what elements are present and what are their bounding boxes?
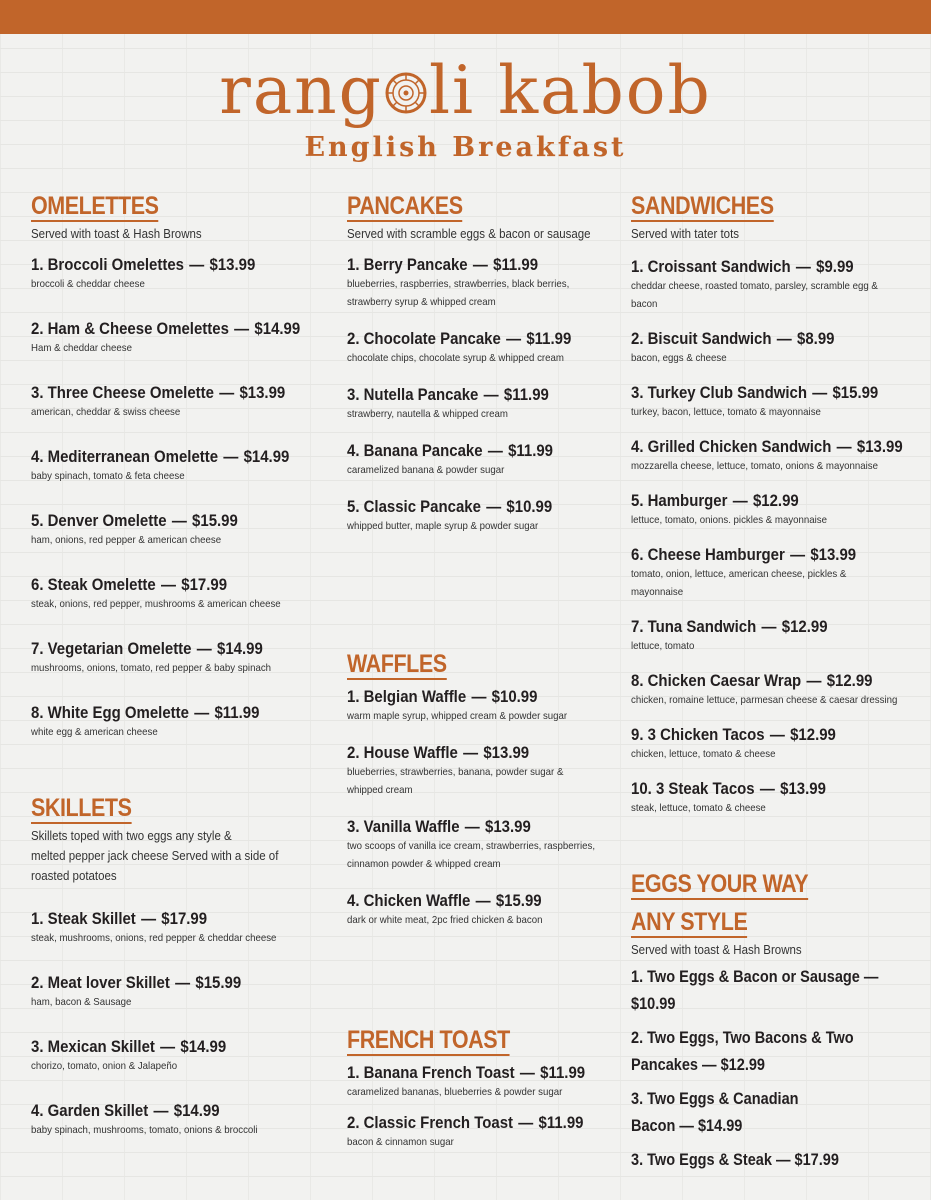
menu-item-dash: — [806,671,822,690]
menu-item-name: 4. Banana Pancake [347,441,483,460]
eggs-menu-item-line: 3. Two Eggs & Steak — $17.99 [631,1151,839,1169]
menu-item [631,778,921,817]
menu-item-dash: — [812,383,828,402]
menu-item-name: 2. House Waffle [347,743,458,762]
menu-item-dash: — [769,725,785,744]
menu-item [631,328,921,367]
menu-item-line [631,616,886,637]
french-toast-list [347,1062,617,1151]
menu-item [31,908,331,947]
menu-item-dash: — [518,1113,534,1132]
menu-item-description: chorizo, tomato, onion & Jalapeño [31,1060,178,1072]
eggs-menu-item [631,1025,921,1079]
menu-item [347,890,617,929]
menu-item-line [347,254,585,275]
french-toast-section [347,1026,617,1151]
menu-item-name: 5. Hamburger [631,491,728,510]
section-title-pancakes: PANCAKES [347,192,463,220]
menu-item-line [631,544,886,565]
menu-item-line [631,436,903,457]
section-title-waffles: WAFFLES [347,650,447,678]
menu-item-price: $13.99 [239,383,286,402]
menu-item-price: $12.99 [781,617,828,636]
menu-item-price: $10.99 [491,687,538,706]
menu-item-description: white egg & american cheese [31,726,158,738]
menu-item-line [31,908,295,929]
menu-item-dash: — [472,255,488,274]
column-right [631,192,921,1169]
menu-item [31,510,331,549]
menu-item-name: 5. Denver Omelette [31,511,167,530]
menu-item-description: ham, onions, red pepper & american cheese [31,534,222,546]
menu-item [631,256,921,313]
menu-item-dash: — [795,257,811,276]
menu-item-name: 1. Steak Skillet [31,909,136,928]
section-title-skillets: SKILLETS [31,794,132,822]
skillets-section [31,794,331,1139]
menu-item-price: $11.99 [540,1063,586,1082]
sandwiches-list [631,256,921,817]
menu-item [31,972,331,1011]
menu-item-name: 2. Classic French Toast [347,1113,514,1132]
menu-item [31,1100,331,1139]
section-note-line: Skillets toped with two eggs any style & [31,829,232,843]
eggs-menu-item-line: 3. Two Eggs & Canadian [631,1090,799,1108]
menu-item-name: 1. Belgian Waffle [347,687,467,706]
menu-item [31,318,331,357]
menu-item-price: $15.99 [195,973,242,992]
menu-item-name: 2. Biscuit Sandwich [631,329,772,348]
menu-item-name: 8. Chicken Caesar Wrap [631,671,802,690]
menu-item-price: $11.99 [214,703,260,722]
menu-item-description: bacon & cinnamon sugar [347,1136,454,1148]
menu-item-line [31,574,295,595]
menu-item-price: $15.99 [192,511,238,530]
menu-item-dash: — [141,909,157,928]
menu-item-description: baby spinach, mushrooms, tomato, onions & broccoli [31,1124,258,1136]
menu-item-price: $11.99 [493,255,539,274]
menu-item-dash: — [776,329,792,348]
menu-item-description: steak, lettuce, tomato & cheese [631,802,766,814]
menu-item-description: chicken, romaine lettuce, parmesan cheese & caesar dressing [631,694,898,706]
logo-text-right: li kabob [428,52,712,129]
menu-item-name: 2. Chocolate Pancake [347,329,501,348]
section-note-line: roasted potatoes [31,869,117,883]
menu-item-dash: — [836,437,852,456]
menu-item-name: 6. Cheese Hamburger [631,545,785,564]
menu-item-price: $15.99 [832,383,879,402]
menu-item-name: 4. Chicken Waffle [347,891,471,910]
menu-item-line [347,1062,585,1083]
section-title-eggs-line1: EGGS YOUR WAY [631,870,809,898]
eggs-list [631,964,921,1174]
menu-item-name: 6. Steak Omelette [31,575,156,594]
menu-item-description: steak, mushrooms, onions, red pepper & cheddar cheese [31,932,277,944]
menu-item-dash: — [464,817,480,836]
menu-item-dash: — [219,383,235,402]
menu-item-name: 10. 3 Steak Tacos [631,779,755,798]
menu-item-description: Ham & cheddar cheese [31,342,132,354]
menu-item-description: whipped cream [347,784,413,796]
menu-item [347,254,617,311]
menu-item [631,724,921,763]
menu-item-dash: — [194,703,210,722]
menu-item-dash: — [223,447,239,466]
menu-item [347,686,617,725]
menu-item [31,702,331,741]
menu-item-price: $8.99 [797,329,835,348]
menu-item-dash: — [761,617,777,636]
menu-item-line [31,382,295,403]
menu-item-description: baby spinach, tomato & feta cheese [31,470,185,482]
menu-item [631,670,921,709]
menu-item-description: bacon, eggs & cheese [631,352,727,364]
menu-item-name: 2. Meat lover Skillet [31,973,170,992]
menu-item-description: ham, bacon & Sausage [31,996,132,1008]
restaurant-logo [0,52,931,130]
menu-item [631,490,921,529]
menu-item-name: 1. Broccoli Omelettes [31,255,184,274]
column-middle [347,192,617,1148]
menu-item-description: broccoli & cheddar cheese [31,278,145,290]
menu-item [31,254,331,293]
section-note-omelettes: Served with toast & Hash Browns [31,227,202,241]
menu-item [347,440,617,479]
menu-item-line [31,1036,295,1057]
menu-item [631,616,921,655]
menu-item-price: $15.99 [495,891,542,910]
menu-item [31,1036,331,1075]
menu-item-name: 9. 3 Chicken Tacos [631,725,765,744]
menu-item-description: lettuce, tomato, onions. pickles & mayonnaise [631,514,827,526]
menu-item-name: 5. Classic Pancake [347,497,481,516]
menu-item-price: $13.99 [856,437,903,456]
menu-item-price: $10.99 [506,497,553,516]
menu-item-line [631,670,886,691]
menu-item-description: strawberry syrup & whipped cream [347,296,496,308]
menu-item-line [631,382,886,403]
menu-item-price: $14.99 [243,447,290,466]
menu-item-description: caramelized bananas, blueberries & powder sugar [347,1086,563,1098]
menu-item-line [31,510,295,531]
waffles-section [347,650,617,929]
eggs-section [631,870,921,1174]
menu-item-price: $12.99 [790,725,836,744]
menu-item-price: $17.99 [161,909,208,928]
menu-subtitle: English Breakfast [304,132,627,163]
menu-item-description: cinnamon powder & whipped cream [347,858,501,870]
menu-item-name: 1. Croissant Sandwich [631,257,791,276]
section-title-sandwiches: SANDWICHES [631,192,774,220]
menu-item-line [631,490,886,511]
section-title-french-toast: FRENCH TOAST [347,1026,510,1054]
menu-item-name: 4. Garden Skillet [31,1101,149,1120]
menu-item-price: $11.99 [503,385,549,404]
menu-item-price: $9.99 [816,257,854,276]
menu-item-dash: — [506,329,522,348]
menu-item-dash: — [463,743,479,762]
section-title-eggs-line2: ANY STYLE [631,908,748,936]
menu-item [31,446,331,485]
menu-item-description: american, cheddar & swiss cheese [31,406,181,418]
menu-item-price: $14.99 [254,319,301,338]
menu-item-price: $11.99 [526,329,572,348]
menu-item-dash: — [790,545,806,564]
menu-item-line [347,328,585,349]
menu-item-dash: — [471,687,487,706]
menu-item-line [31,1100,295,1121]
menu-item-price: $13.99 [780,779,826,798]
section-note-line: melted pepper jack cheese Served with a side of [31,849,279,863]
menu-item-price: $17.99 [181,575,228,594]
menu-item-description: whipped butter, maple syrup & powder sugar [347,520,539,532]
menu-item-price: $13.99 [810,545,857,564]
menu-item-dash: — [171,511,187,530]
menu-item-price: $13.99 [209,255,256,274]
eggs-menu-item-line: 2. Two Eggs, Two Bacons & Two [631,1029,854,1047]
menu-item [31,638,331,677]
menu-item-description: dark or white meat, 2pc fried chicken & bacon [347,914,543,926]
menu-item [347,328,617,367]
menu-header [0,52,931,163]
eggs-menu-item-line: Pancakes — $12.99 [631,1056,766,1074]
menu-item-dash: — [759,779,775,798]
menu-item [347,816,617,873]
menu-item [31,382,331,421]
menu-item-line [347,1112,585,1133]
omelettes-list [31,254,331,741]
menu-item-dash: — [153,1101,169,1120]
menu-item-price: $13.99 [485,817,531,836]
menu-item-dash: — [189,255,205,274]
menu-item-line [31,254,295,275]
menu-item-name: 4. Grilled Chicken Sandwich [631,437,832,456]
menu-item-price: $14.99 [217,639,263,658]
menu-item-price: $13.99 [483,743,530,762]
menu-item-line [31,638,295,659]
column-left [31,192,331,1136]
menu-item-description: steak, onions, red pepper, mushrooms & american cheese [31,598,281,610]
menu-item [347,1062,617,1101]
menu-item-price: $14.99 [173,1101,220,1120]
menu-item-price: $11.99 [508,441,554,460]
menu-item-name: 3. Three Cheese Omelette [31,383,214,402]
menu-item-line [347,440,585,461]
menu-item [631,382,921,421]
menu-item-description: two scoops of vanilla ice cream, strawberries, raspberries, [347,840,596,852]
menu-item-line [631,328,886,349]
menu-item-dash: — [486,497,502,516]
eggs-menu-item [631,1086,921,1140]
menu-item-description: mushrooms, onions, tomato, red pepper & baby spinach [31,662,272,674]
menu-item-dash: — [483,385,499,404]
menu-item-name: 3. Mexican Skillet [31,1037,155,1056]
menu-item-name: 7. Tuna Sandwich [631,617,757,636]
eggs-menu-item-line: Bacon — $14.99 [631,1117,743,1135]
sandwiches-section [631,192,921,817]
menu-item [631,544,921,601]
pancakes-section [347,192,617,535]
top-accent-bar [0,0,931,34]
menu-item-dash: — [732,491,748,510]
section-note-pancakes: Served with scramble eggs & bacon or sausage [347,227,591,241]
menu-item-dash: — [175,973,191,992]
menu-item-line [347,384,585,405]
menu-item-price: $12.99 [826,671,873,690]
menu-item [347,384,617,423]
section-note-skillets [31,826,331,886]
menu-item-name: 3. Vanilla Waffle [347,817,460,836]
menu-item-dash: — [234,319,250,338]
menu-item-name: 2. Ham & Cheese Omelettes [31,319,229,338]
menu-item-description: caramelized banana & powder sugar [347,464,505,476]
menu-item-description: chocolate chips, chocolate syrup & whipped cream [347,352,564,364]
waffles-list [347,686,617,929]
menu-item-name: 8. White Egg Omelette [31,703,189,722]
menu-item-line [347,816,585,837]
skillets-list [31,908,331,1139]
menu-item-line [631,778,886,799]
menu-item-line [31,318,301,339]
section-note-eggs: Served with toast & Hash Browns [631,943,802,957]
omelettes-section [31,192,331,741]
menu-item-dash: — [161,575,176,594]
menu-item-name: 3. Turkey Club Sandwich [631,383,807,402]
eggs-menu-item [631,1147,921,1174]
menu-item-line [631,256,886,277]
menu-item [631,436,921,475]
menu-item-name: 4. Mediterranean Omelette [31,447,219,466]
menu-item [347,496,617,535]
menu-item-price: $14.99 [180,1037,227,1056]
menu-item-name: 7. Vegetarian Omelette [31,639,192,658]
menu-item-description: cheddar cheese, roasted tomato, parsley, scramble egg & bacon [631,280,878,310]
menu-item-line [347,686,585,707]
menu-item [347,1112,617,1151]
menu-item [347,742,617,799]
menu-item-line [347,742,585,763]
menu-item-line [31,972,295,993]
mandala-icon [384,71,428,115]
menu-item-description: warm maple syrup, whipped cream & powder sugar [347,710,568,722]
menu-item-price: $12.99 [752,491,799,510]
menu-item-description: lettuce, tomato [631,640,695,652]
menu-item-description: chicken, lettuce, tomato & cheese [631,748,776,760]
menu-item-line [347,496,585,517]
menu-item-dash: — [487,441,503,460]
menu-item-description: strawberry, nautella & whipped cream [347,408,508,420]
menu-item-dash: — [160,1037,176,1056]
menu-item-dash: — [475,891,491,910]
menu-item-description: tomato, onion, lettuce, american cheese, pickles & mayonnaise [631,568,847,598]
menu-item-line [31,702,295,723]
menu-item-dash: — [196,639,212,658]
menu-item-name: 1. Banana French Toast [347,1063,515,1082]
menu-item-name: 1. Berry Pancake [347,255,468,274]
menu-item-name: 3. Nutella Pancake [347,385,479,404]
menu-item-line [31,446,295,467]
menu-item-line [631,724,886,745]
pancakes-list [347,254,617,535]
menu-item-description: blueberries, raspberries, strawberries, black berries, [347,278,570,290]
menu-item-description: turkey, bacon, lettuce, tomato & mayonnaise [631,406,821,418]
menu-item-dash: — [519,1063,535,1082]
menu-item [31,574,331,613]
logo-text-left: rang [219,52,383,129]
menu-item-line [347,890,585,911]
section-title-omelettes: OMELETTES [31,192,159,220]
eggs-menu-item [631,964,921,1018]
menu-item-description: mozzarella cheese, lettuce, tomato, onions & mayonnaise [631,460,879,472]
section-note-sandwiches: Served with tater tots [631,227,740,241]
menu-item-description: blueberries, strawberries, banana, powder sugar & [347,766,564,778]
menu-item-price: $11.99 [538,1113,584,1132]
eggs-menu-item-line: 1. Two Eggs & Bacon or Sausage — $10.99 [631,968,879,1013]
